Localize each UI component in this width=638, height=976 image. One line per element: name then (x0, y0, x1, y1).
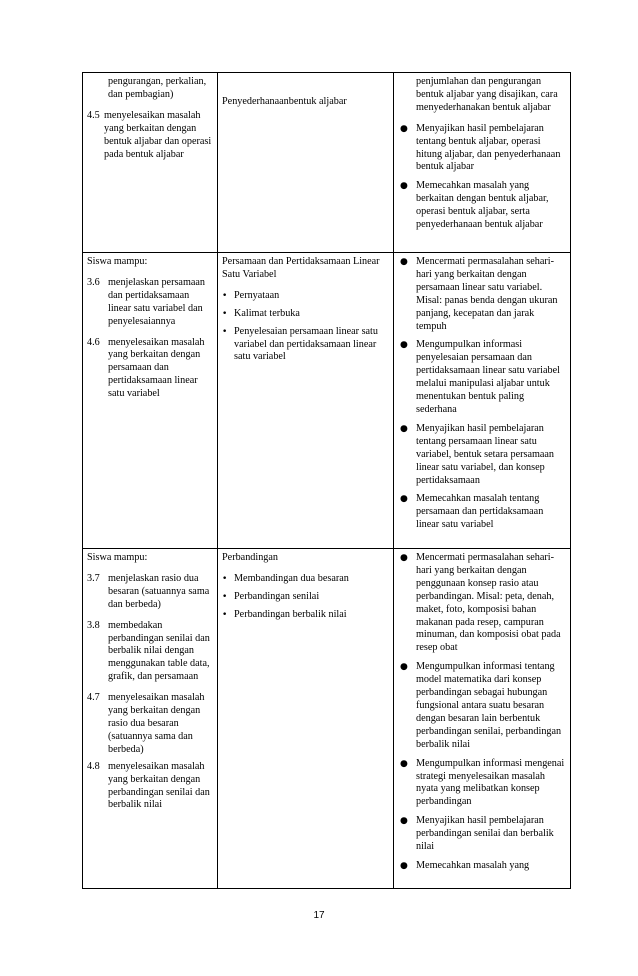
bullet-icon: • (222, 573, 228, 584)
bullet-icon: ● (400, 758, 408, 769)
bullet-icon: • (222, 326, 228, 337)
kegiatan-cell (394, 549, 571, 889)
kompetensi-item (87, 110, 213, 162)
bullet-icon: ● (400, 257, 408, 267)
kegiatan-item: ● Menyajikan hasil pembelajaran perbandingan senilai dan berbalik nilai (400, 815, 554, 853)
bullet-icon: ● (400, 494, 408, 505)
kegiatan-item: ● Mencermati permasalahan sehari-hari yang berkaitan dengan persamaan linear satu variabel. Misal: panas benda dengan ukuran panjang, kecepatan dan jarak tempuh (400, 256, 558, 332)
bullet-icon: ● (400, 816, 408, 827)
kompetensi-number: 3.6 (87, 276, 100, 288)
materi-cell (218, 253, 394, 549)
kompetensi-continuation: pengurangan, perkalian, dan pembagian) (108, 76, 207, 100)
bullet-icon: • (222, 308, 228, 319)
materi-item: • Pernyataan (222, 289, 280, 301)
materi-item: • Perbandingan berbalik nilai (222, 608, 347, 620)
materi-item: • Kalimat terbuka (222, 307, 300, 319)
materi-cell (218, 549, 394, 889)
bullet-icon: • (222, 591, 228, 602)
bullet-icon: • (222, 290, 228, 301)
page-number: 17 (313, 910, 325, 921)
kompetensi-number: 4.6 (87, 336, 100, 348)
kegiatan-item: ● Mengumpulkan informasi tentang model matematika dari konsep perbandingan sebagai hubungan fungsional antara suatu besaran dengan besaran lain berbentuk perbandingan senilai, perbandingan berbalik nilai (400, 661, 562, 750)
materi-item: • Perbandingan senilai (222, 590, 320, 602)
kompetensi-intro: Siswa mampu: (87, 256, 148, 267)
kompetensi-item (87, 692, 213, 757)
kompetensi-item (87, 573, 213, 612)
kompetensi-text: menyelesaikan masalah yang berkaitan dengan persamaan dan pertidaksamaan linear satu variabel (108, 336, 205, 400)
kompetensi-item (87, 337, 213, 402)
kompetensi-text: membedakan perbandingan senilai dan berbalik nilai dengan menggunakan table data, grafik, dan persamaan (108, 619, 210, 683)
kompetensi-text: menyelesaikan masalah yang berkaitan dengan bentuk aljabar dan operasi pada bentuk aljabar (104, 109, 212, 160)
kegiatan-cell (394, 73, 571, 253)
kompetensi-text: menjelaskan persamaan dan pertidaksamaan linear satu variabel dan penyelesaiannya (108, 276, 206, 327)
kompetensi-item (87, 761, 213, 813)
bullet-icon: ● (400, 423, 408, 434)
bullet-icon: ● (400, 860, 408, 871)
kompetensi-number: 4.7 (87, 692, 100, 704)
kompetensi-number: 4.5 (87, 109, 100, 121)
bullet-icon: ● (400, 181, 408, 192)
kegiatan-item: ● Mengumpulkan informasi penyelesaian persamaan dan pertidaksamaan linear satu variabel melalui manipulasi aljabar untuk menentukan bentuk paling sederhana (400, 339, 560, 415)
kegiatan-item: ● Memecahkan masalah yang berkaitan dengan bentuk aljabar, operasi bentuk aljabar, serta penyederhanaan bentuk aljabar (400, 180, 549, 231)
kompetensi-item (87, 620, 213, 685)
kegiatan-item: ● Mengumpulkan informasi mengenai strategi menyelesaikan masalah nyata yang melibatkan konsep perbandingan (400, 757, 565, 808)
kegiatan-cell (394, 253, 571, 549)
table-row (83, 549, 571, 889)
kompetensi-item (87, 277, 213, 329)
materi-item: • Penyelesaian persamaan linear satu variabel dan pertidaksamaan linear satu variabel (222, 325, 378, 363)
kegiatan-item: ● Memecahkan masalah yang (400, 859, 530, 871)
bullet-icon: ● (400, 123, 408, 134)
bullet-icon: ● (400, 340, 408, 351)
table-row (83, 73, 571, 253)
kompetensi-number: 3.7 (87, 572, 100, 584)
kompetensi-text: menyelesaikan masalah yang berkaitan dengan rasio dua besaran (satuannya sama dan berbeda) (108, 692, 205, 755)
kompetensi-cell (83, 253, 218, 549)
kegiatan-continuation: penjumlahan dan pengurangan bentuk aljabar yang disajikan, cara menyederhanakan bentuk aljabar (416, 76, 558, 113)
bullet-icon: ● (400, 553, 408, 563)
kompetensi-text: menjelaskan rasio dua besaran (satuannya sama dan berbeda) (108, 572, 210, 610)
materi-title: Persamaan dan Pertidaksamaan Linear Satu Variabel (222, 256, 380, 280)
kompetensi-number: 4.8 (87, 760, 100, 772)
bullet-icon: • (222, 609, 228, 620)
materi-title: Perbandingan (222, 552, 279, 563)
kompetensi-cell (83, 549, 218, 889)
materi-item: • Membandingan dua besaran (222, 572, 349, 584)
kegiatan-item: ● Menyajikan hasil pembelajaran tentang persamaan linear satu variabel, bentuk setara persamaan linear satu variabel, dan konsep pertidaksamaan (400, 422, 555, 486)
curriculum-table (82, 72, 571, 889)
materi-title: Penyederhanaanbentuk aljabar (222, 96, 347, 107)
kegiatan-item: ● Mencermati permasalahan sehari-hari yang berkaitan dengan penggunaan konsep rasio atau perbandingan. Misal: peta, denah, maket, foto, komposisi bahan makanan pada resep, campuran minuman, dan komposisi obat pada resep obat (400, 552, 561, 654)
kompetensi-cell (83, 73, 218, 253)
materi-cell (218, 73, 394, 253)
kompetensi-intro: Siswa mampu: (87, 552, 148, 563)
bullet-icon: ● (400, 662, 408, 673)
kegiatan-item: ● Memecahkan masalah tentang persamaan dan pertidaksamaan linear satu variabel (400, 493, 544, 531)
kompetensi-text: menyelesaikan masalah yang berkaitan dengan perbandingan senilai dan berbalik nilai (108, 760, 210, 811)
table-row (83, 253, 571, 549)
kompetensi-number: 3.8 (87, 619, 100, 631)
kegiatan-item: ● Menyajikan hasil pembelajaran tentang bentuk aljabar, operasi hitung aljabar, dan penyederhanaan bentuk aljabar (400, 122, 561, 173)
